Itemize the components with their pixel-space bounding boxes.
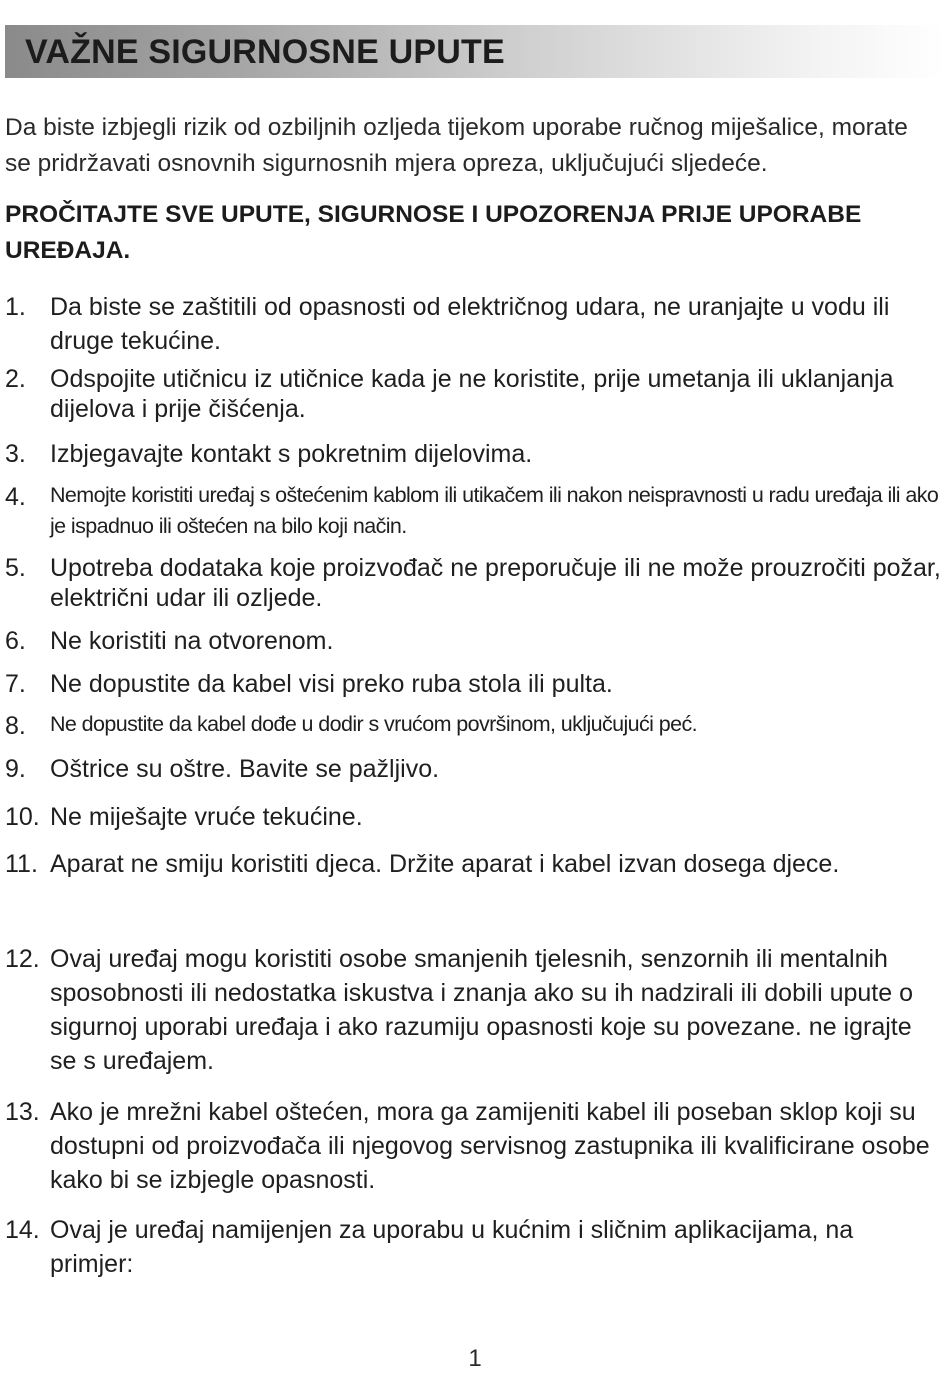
list-item-number: 6. [5,627,26,655]
page-number: 1 [468,1345,482,1372]
list-item [5,752,943,786]
list-item [5,709,943,740]
list-item-number: 13. [5,1098,40,1126]
list-item [5,942,943,1078]
list-item-text: Nemojte koristiti uređaj s oštećenim kablom ili utikačem ili nakon neispravnosti u radu uređaja ili ako je ispadnuo ili oštećen na bilo koji način. [50,483,939,538]
intro-paragraph: Da biste izbjegli rizik od ozbiljnih ozljeda tijekom uporabe ručnog miješalice, morate se pridržavati osnovnih sigurnosnih mjera opreza, uključujući sljedeće. [5,114,908,177]
list-item-number: 10. [5,803,40,831]
list-item-number: 3. [5,440,26,468]
list-item [5,1095,943,1197]
list-item-text: Izbjegavajte kontakt s pokretnim dijelovima. [50,440,533,468]
list-item [5,290,943,358]
list-item-number: 1. [5,293,26,321]
list-item-text: Aparat ne smiju koristiti djeca. Držite aparat i kabel izvan dosega djece. [50,850,840,878]
list-item-text: Ovaj je uređaj namijenjen za uporabu u kućnim i sličnim aplikacijama, na primjer: [50,1216,854,1278]
list-item-number: 5. [5,554,26,582]
title-banner [5,25,945,78]
list-item-text: Oštrice su oštre. Bavite se pažljivo. [50,755,440,783]
list-item-text: Ne dopustite da kabel visi preko ruba stola ili pulta. [50,670,613,698]
list-item-number: 12. [5,945,40,973]
list-item [5,800,943,834]
list-item-number: 2. [5,365,26,393]
list-item [5,480,943,542]
list-item-text: Upotreba dodataka koje proizvođač ne preporučuje ili ne može prouzročiti požar, električni udar ili ozljede. [50,554,941,612]
list-item-number: 4. [5,483,26,511]
list-item-text: Da biste se zaštitili od opasnosti od električnog udara, ne uranjajte u vodu ili druge tekućine. [50,293,890,355]
list-item [5,624,943,658]
list-item-text: Odspojite utičnicu iz utičnice kada je ne koristite, prije umetanja ili uklanjanja dijelova i prije čišćenja. [50,365,894,423]
list-item [5,847,943,881]
list-item [5,1213,943,1281]
list-item-number: 9. [5,755,26,783]
list-item [5,437,943,471]
page-title: VAŽNE SIGURNOSNE UPUTE [25,33,505,71]
warning-heading: PROČITAJTE SVE UPUTE, SIGURNOSE I UPOZORENJA PRIJE UPORABE UREĐAJA. [5,201,862,264]
list-item-number: 14. [5,1216,40,1244]
list-item-text: Ne miješajte vruće tekućine. [50,803,363,831]
list-item [5,364,943,424]
list-item-number: 7. [5,670,26,698]
list-item-text: Ne dopustite da kabel dođe u dodir s vrućom površinom, uključujući peć. [50,712,697,736]
list-item-text: Ne koristiti na otvorenom. [50,627,334,655]
list-item [5,667,943,701]
list-item-number: 8. [5,712,26,740]
list-item-text: Ovaj uređaj mogu koristiti osobe smanjenih tjelesnih, senzornih ili mentalnih sposobnosti ili nedostatka iskustva i znanja ako su ih nadzirali ili dobili upute o sigurnoj uporabi uređaja i ako razumiju opasnosti koje su povezane. ne igrajte se s uređajem. [50,945,914,1075]
list-item [5,553,943,613]
list-item-number: 11. [5,850,38,878]
list-item-text: Ako je mrežni kabel oštećen, mora ga zamijeniti kabel ili poseban sklop koji su dostupni od proizvođača ili njegovog servisnog zastupnika ili kvalificirane osobe kako bi se izbjegle opasnosti. [50,1098,930,1194]
